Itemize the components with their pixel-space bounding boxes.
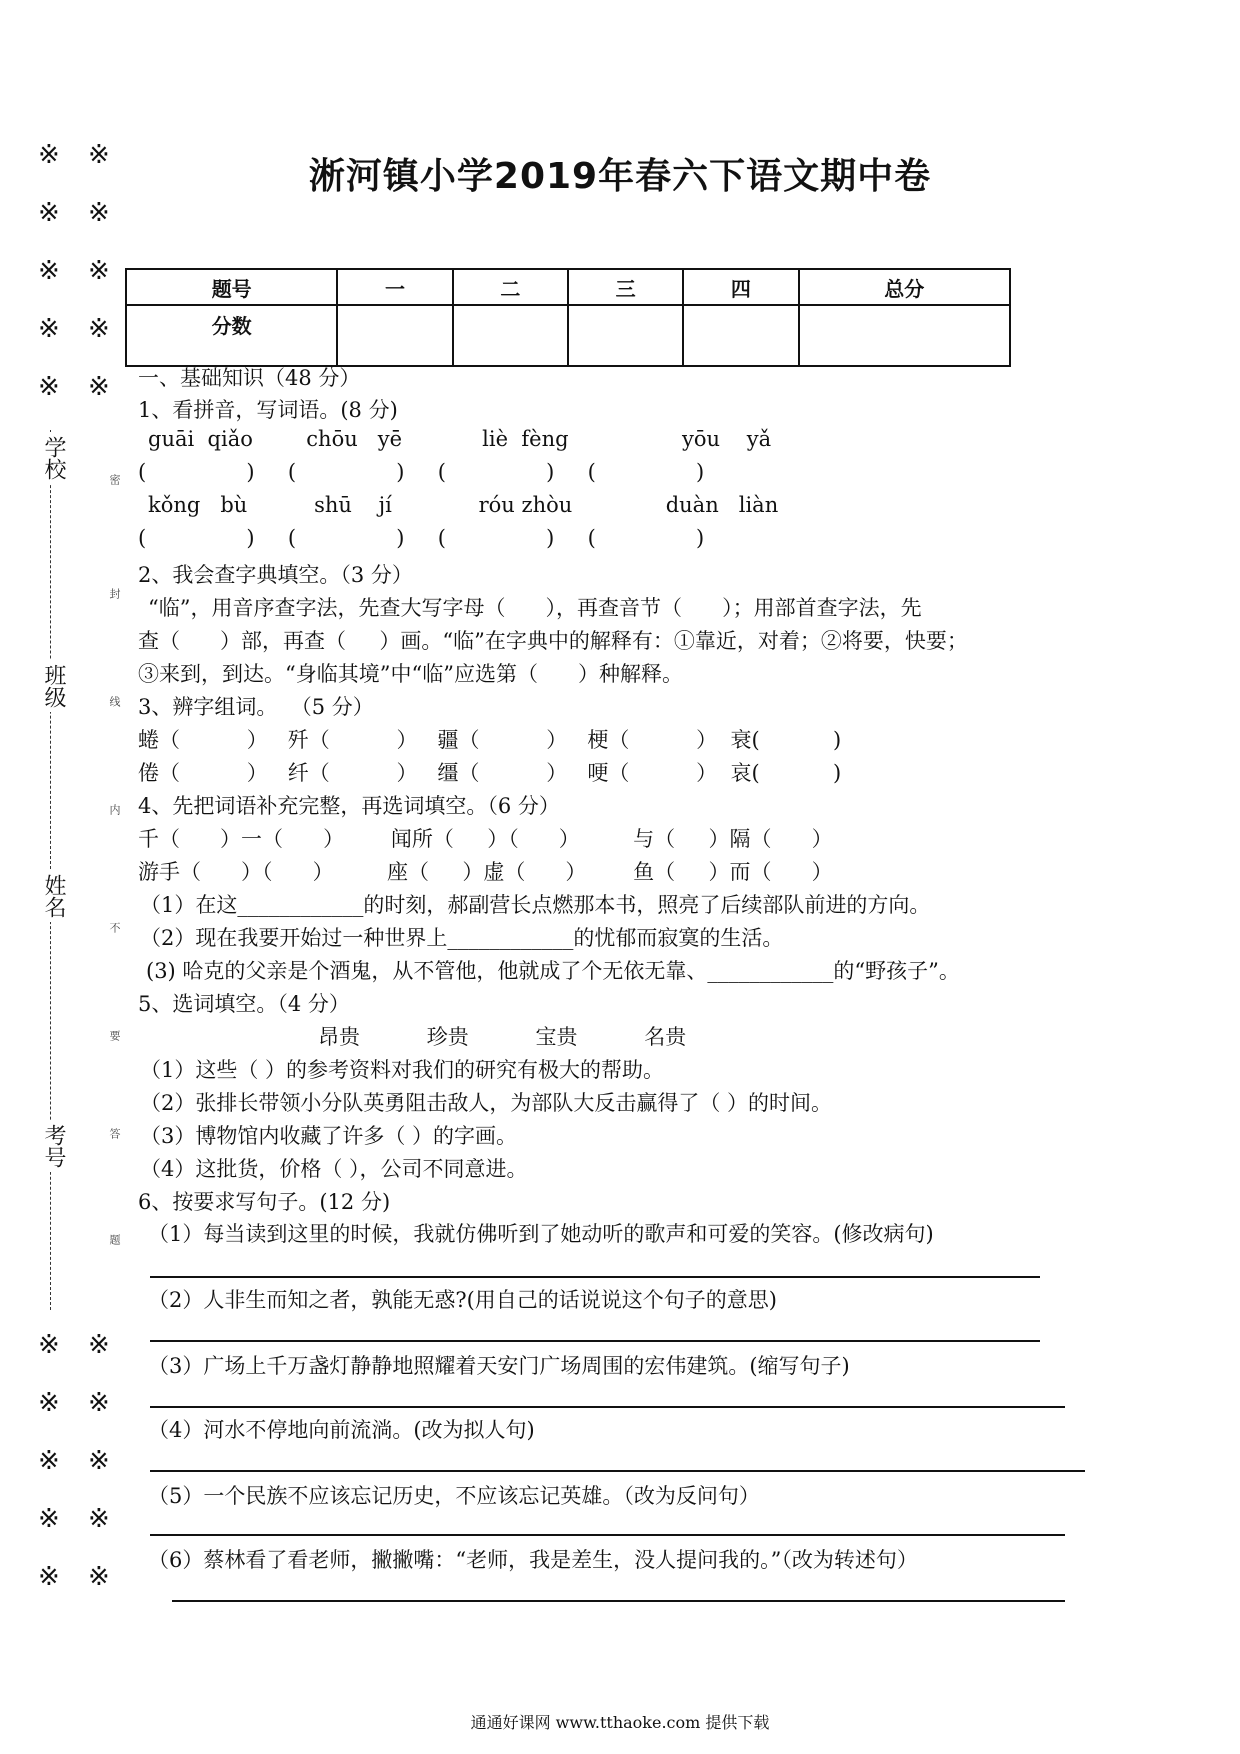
word-choices: 昂贵 珍贵 宝贵 名贵 (318, 1025, 687, 1049)
answer-line[interactable] (150, 1340, 1040, 1342)
question-heading: 4、先把词语补充完整，再选词填空。（6 分） (138, 794, 560, 818)
reference-mark: ※ (88, 140, 110, 170)
reference-mark: ※ (38, 1504, 60, 1534)
pinyin-row: guāi qiǎo chōu yē liè fèng yōu yǎ (148, 427, 772, 451)
seal-char: 要 (108, 1030, 121, 1041)
exam-number-label: 考号 (38, 1120, 69, 1172)
seal-char: 内 (108, 804, 121, 815)
seal-char: 答 (108, 1128, 121, 1139)
score-cell (683, 305, 798, 366)
score-cell (799, 305, 1010, 366)
reference-mark: ※ (38, 198, 60, 228)
sentence-task: （1）每当读到这里的时候，我就仿佛听到了她动听的歌声和可爱的笑容。(修改病句) (148, 1222, 934, 1246)
reference-mark: ※ (88, 1330, 110, 1360)
answer-line[interactable] (150, 1534, 1065, 1536)
score-table-header: 三 (568, 269, 683, 305)
question-heading: 6、按要求写句子。(12 分) (138, 1190, 391, 1214)
answer-line[interactable] (150, 1470, 1085, 1472)
answer-blanks-row: ( ) ( ) ( ) ( ) (138, 460, 705, 484)
pinyin-row: kǒng bù shū jí róu zhòu duàn liàn (148, 493, 779, 517)
reference-mark: ※ (38, 1562, 60, 1592)
fill-sentence: （3）博物馆内收藏了许多（ ）的字画。 (140, 1124, 518, 1148)
score-table-row (126, 305, 1010, 366)
fill-sentence: (3) 哈克的父亲是个酒鬼，从不管他，他就成了个无依无靠、____________的“野孩子”。 (146, 959, 960, 983)
score-cell (337, 305, 452, 366)
name-label: 姓名 (38, 870, 69, 922)
score-cell (568, 305, 683, 366)
reference-mark: ※ (38, 1330, 60, 1360)
question-text: ③来到，到达。“身临其境”中“临”应选第（ ）种解释。 (138, 662, 683, 686)
idiom-row: 游手（ ）（ ） 座（ ）虚（ ） 鱼（ ）而（ ） (138, 860, 833, 884)
question-heading: 5、选词填空。（4 分） (138, 992, 350, 1016)
sentence-task: （6）蔡林看了看老师，撇撇嘴：“老师，我是差生，没人提问我的。”（改为转述句） (148, 1548, 918, 1572)
school-label: 学校 (38, 432, 69, 484)
sentence-task: （4）河水不停地向前流淌。(改为拟人句) (148, 1418, 535, 1442)
word-group-row: 倦（ ） 纤（ ） 缰（ ） 哽（ ） 哀( ) (138, 761, 842, 785)
sentence-task: （2）人非生而知之者，孰能无惑?(用自己的话说说这个句子的意思) (148, 1288, 778, 1312)
word-group-row: 蜷（ ） 歼（ ） 疆（ ） 梗（ ） 衰( ) (138, 728, 842, 752)
fill-sentence: （1）这些（ ）的参考资料对我们的研究有极大的帮助。 (140, 1058, 665, 1082)
seal-char: 密 (108, 474, 121, 485)
question-text: “临”，用音序查字法，先查大写字母（ ），再查音节（ ）；用部首查字法，先 (148, 596, 922, 620)
seal-char: 题 (108, 1234, 121, 1245)
fill-sentence: （4）这批货，价格（ ），公司不同意进。 (140, 1157, 528, 1181)
answer-line[interactable] (150, 1276, 1040, 1278)
seal-char: 封 (108, 588, 121, 599)
question-heading: 1、看拼音，写词语。(8 分) (138, 398, 398, 422)
reference-mark: ※ (38, 140, 60, 170)
answer-line[interactable] (172, 1600, 1065, 1602)
question-text: 查（ ）部，再查（ ）画。“临”在字典中的解释有：①靠近，对着；②将要，快要； (138, 629, 968, 653)
class-label: 班级 (38, 660, 69, 712)
score-table-header: 总分 (799, 269, 1010, 305)
reference-mark: ※ (88, 1446, 110, 1476)
question-heading: 3、辨字组词。 （5 分） (138, 695, 374, 719)
score-table-header: 一 (337, 269, 452, 305)
answer-line[interactable] (150, 1406, 1065, 1408)
score-table-header: 四 (683, 269, 798, 305)
idiom-row: 千（ ）一（ ） 闻所（ ）（ ） 与（ ）隔（ ） (138, 827, 833, 851)
reference-mark: ※ (88, 314, 110, 344)
score-table-header: 题号 (126, 269, 337, 305)
reference-mark: ※ (38, 372, 60, 402)
score-cell (453, 305, 568, 366)
reference-mark: ※ (88, 198, 110, 228)
reference-mark: ※ (88, 1504, 110, 1534)
question-heading: 2、我会查字典填空。（3 分） (138, 563, 413, 587)
score-row-label: 分数 (126, 305, 337, 366)
fill-sentence: （1）在这____________的时刻，郝副营长点燃那本书，照亮了后续部队前进的方向。 (140, 893, 931, 917)
seal-char: 线 (108, 696, 121, 707)
reference-mark: ※ (88, 372, 110, 402)
answer-blanks-row: ( ) ( ) ( ) ( ) (138, 526, 705, 550)
reference-mark: ※ (88, 1562, 110, 1592)
page-footer: 通通好课网 www.tthaoke.com 提供下载 (470, 1713, 770, 1732)
section-heading: 一、基础知识（48 分） (138, 366, 361, 390)
fill-sentence: （2）现在我要开始过一种世界上____________的忧郁而寂寞的生活。 (140, 926, 784, 950)
sentence-task: （3）广场上千万盏灯静静地照耀着天安门广场周围的宏伟建筑。(缩写句子) (148, 1354, 850, 1378)
page-title: 淅河镇小学2019年春六下语文期中卷 (308, 156, 932, 197)
score-table-header-row (126, 269, 1010, 305)
seal-char: 不 (108, 922, 121, 933)
reference-mark: ※ (88, 1388, 110, 1418)
reference-mark: ※ (38, 1388, 60, 1418)
reference-mark: ※ (38, 314, 60, 344)
score-table (125, 268, 1011, 367)
reference-mark: ※ (88, 256, 110, 286)
sentence-task: （5）一个民族不应该忘记历史，不应该忘记英雄。（改为反问句） (148, 1484, 760, 1508)
fill-sentence: （2）张排长带领小分队英勇阻击敌人，为部队大反击赢得了（ ）的时间。 (140, 1091, 833, 1115)
reference-mark: ※ (38, 1446, 60, 1476)
reference-mark: ※ (38, 256, 60, 286)
score-table-header: 二 (453, 269, 568, 305)
